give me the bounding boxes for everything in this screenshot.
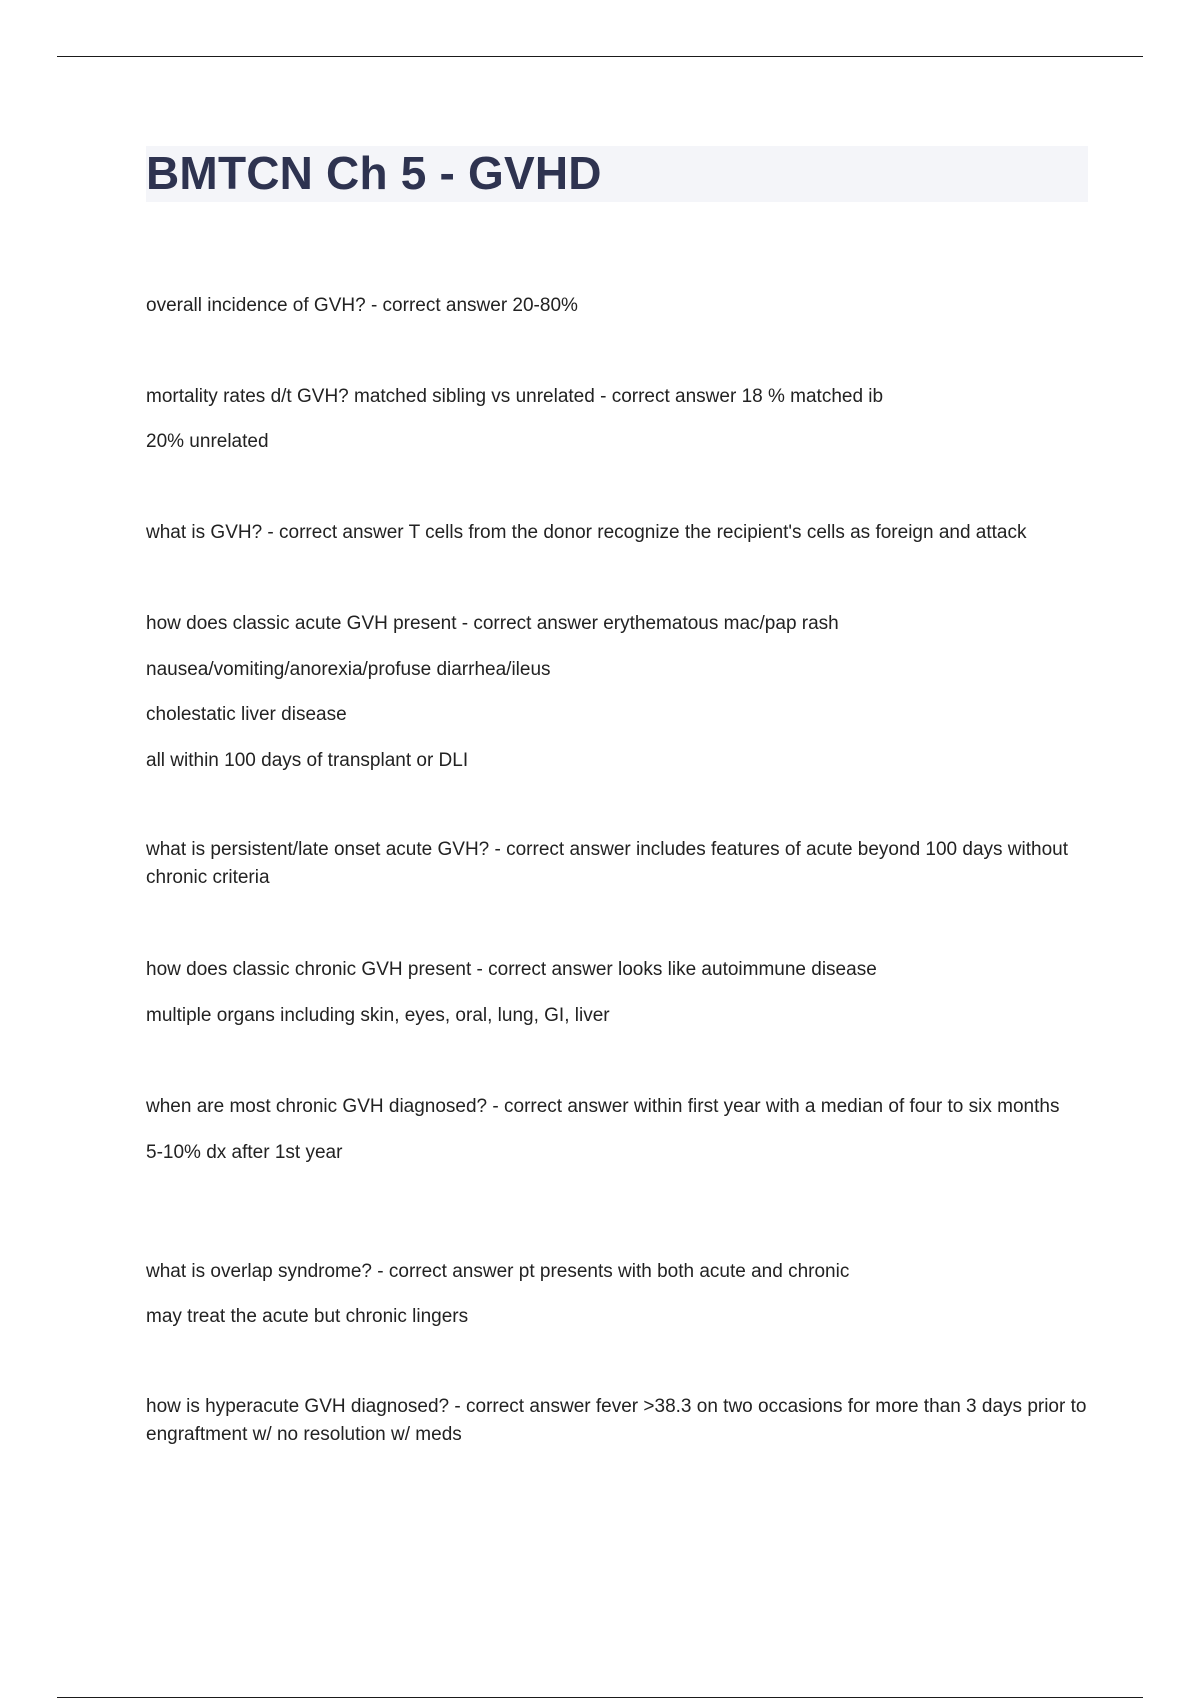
card-text: what is persistent/late onset acute GVH? - correct answer includes features of acute beyond 100 days without chronic criteria <box>146 839 1069 888</box>
flashcard <box>146 1258 1088 1331</box>
card-text: overall incidence of GVH? - correct answer 20-80% <box>146 295 578 316</box>
card-text: when are most chronic GVH diagnosed? - correct answer within first year with a median of four to six months <box>146 1096 1060 1117</box>
card-text: all within 100 days of transplant or DLI <box>146 750 469 771</box>
flashcard <box>146 383 1088 456</box>
card-text: nausea/vomiting/anorexia/profuse diarrhea/ileus <box>146 659 551 680</box>
card-text: how does classic acute GVH present - correct answer erythematous mac/pap rash <box>146 613 839 634</box>
card-text: 5-10% dx after 1st year <box>146 1142 343 1163</box>
card-text: multiple organs including skin, eyes, oral, lung, GI, liver <box>146 1005 610 1026</box>
card-text: 20% unrelated <box>146 431 269 452</box>
card-text: how does classic chronic GVH present - correct answer looks like autoimmune disease <box>146 959 877 980</box>
flashcard <box>146 1093 1088 1167</box>
header-rule <box>57 56 1143 57</box>
card-text: mortality rates d/t GVH? matched sibling vs unrelated - correct answer 18 % matched ib <box>146 386 884 407</box>
flashcard <box>146 956 1088 1030</box>
flashcard <box>146 610 1088 775</box>
card-text: how is hyperacute GVH diagnosed? - correct answer fever >38.3 on two occasions for more than 3 days prior to engraftment w/ no resolution w/ meds <box>146 1396 1087 1445</box>
flashcard <box>146 292 1088 320</box>
page-title: BMTCN Ch 5 - GVHD <box>146 147 602 199</box>
card-text: may treat the acute but chronic lingers <box>146 1306 469 1327</box>
flashcard <box>146 519 1088 547</box>
card-text: cholestatic liver disease <box>146 704 347 725</box>
card-text: what is GVH? - correct answer T cells from the donor recognize the recipient's cells as foreign and attack <box>146 522 1027 543</box>
flashcard <box>146 1393 1088 1449</box>
flashcard <box>146 836 1088 892</box>
card-text: what is overlap syndrome? - correct answer pt presents with both acute and chronic <box>146 1261 850 1282</box>
footer-rule <box>57 1697 1143 1698</box>
